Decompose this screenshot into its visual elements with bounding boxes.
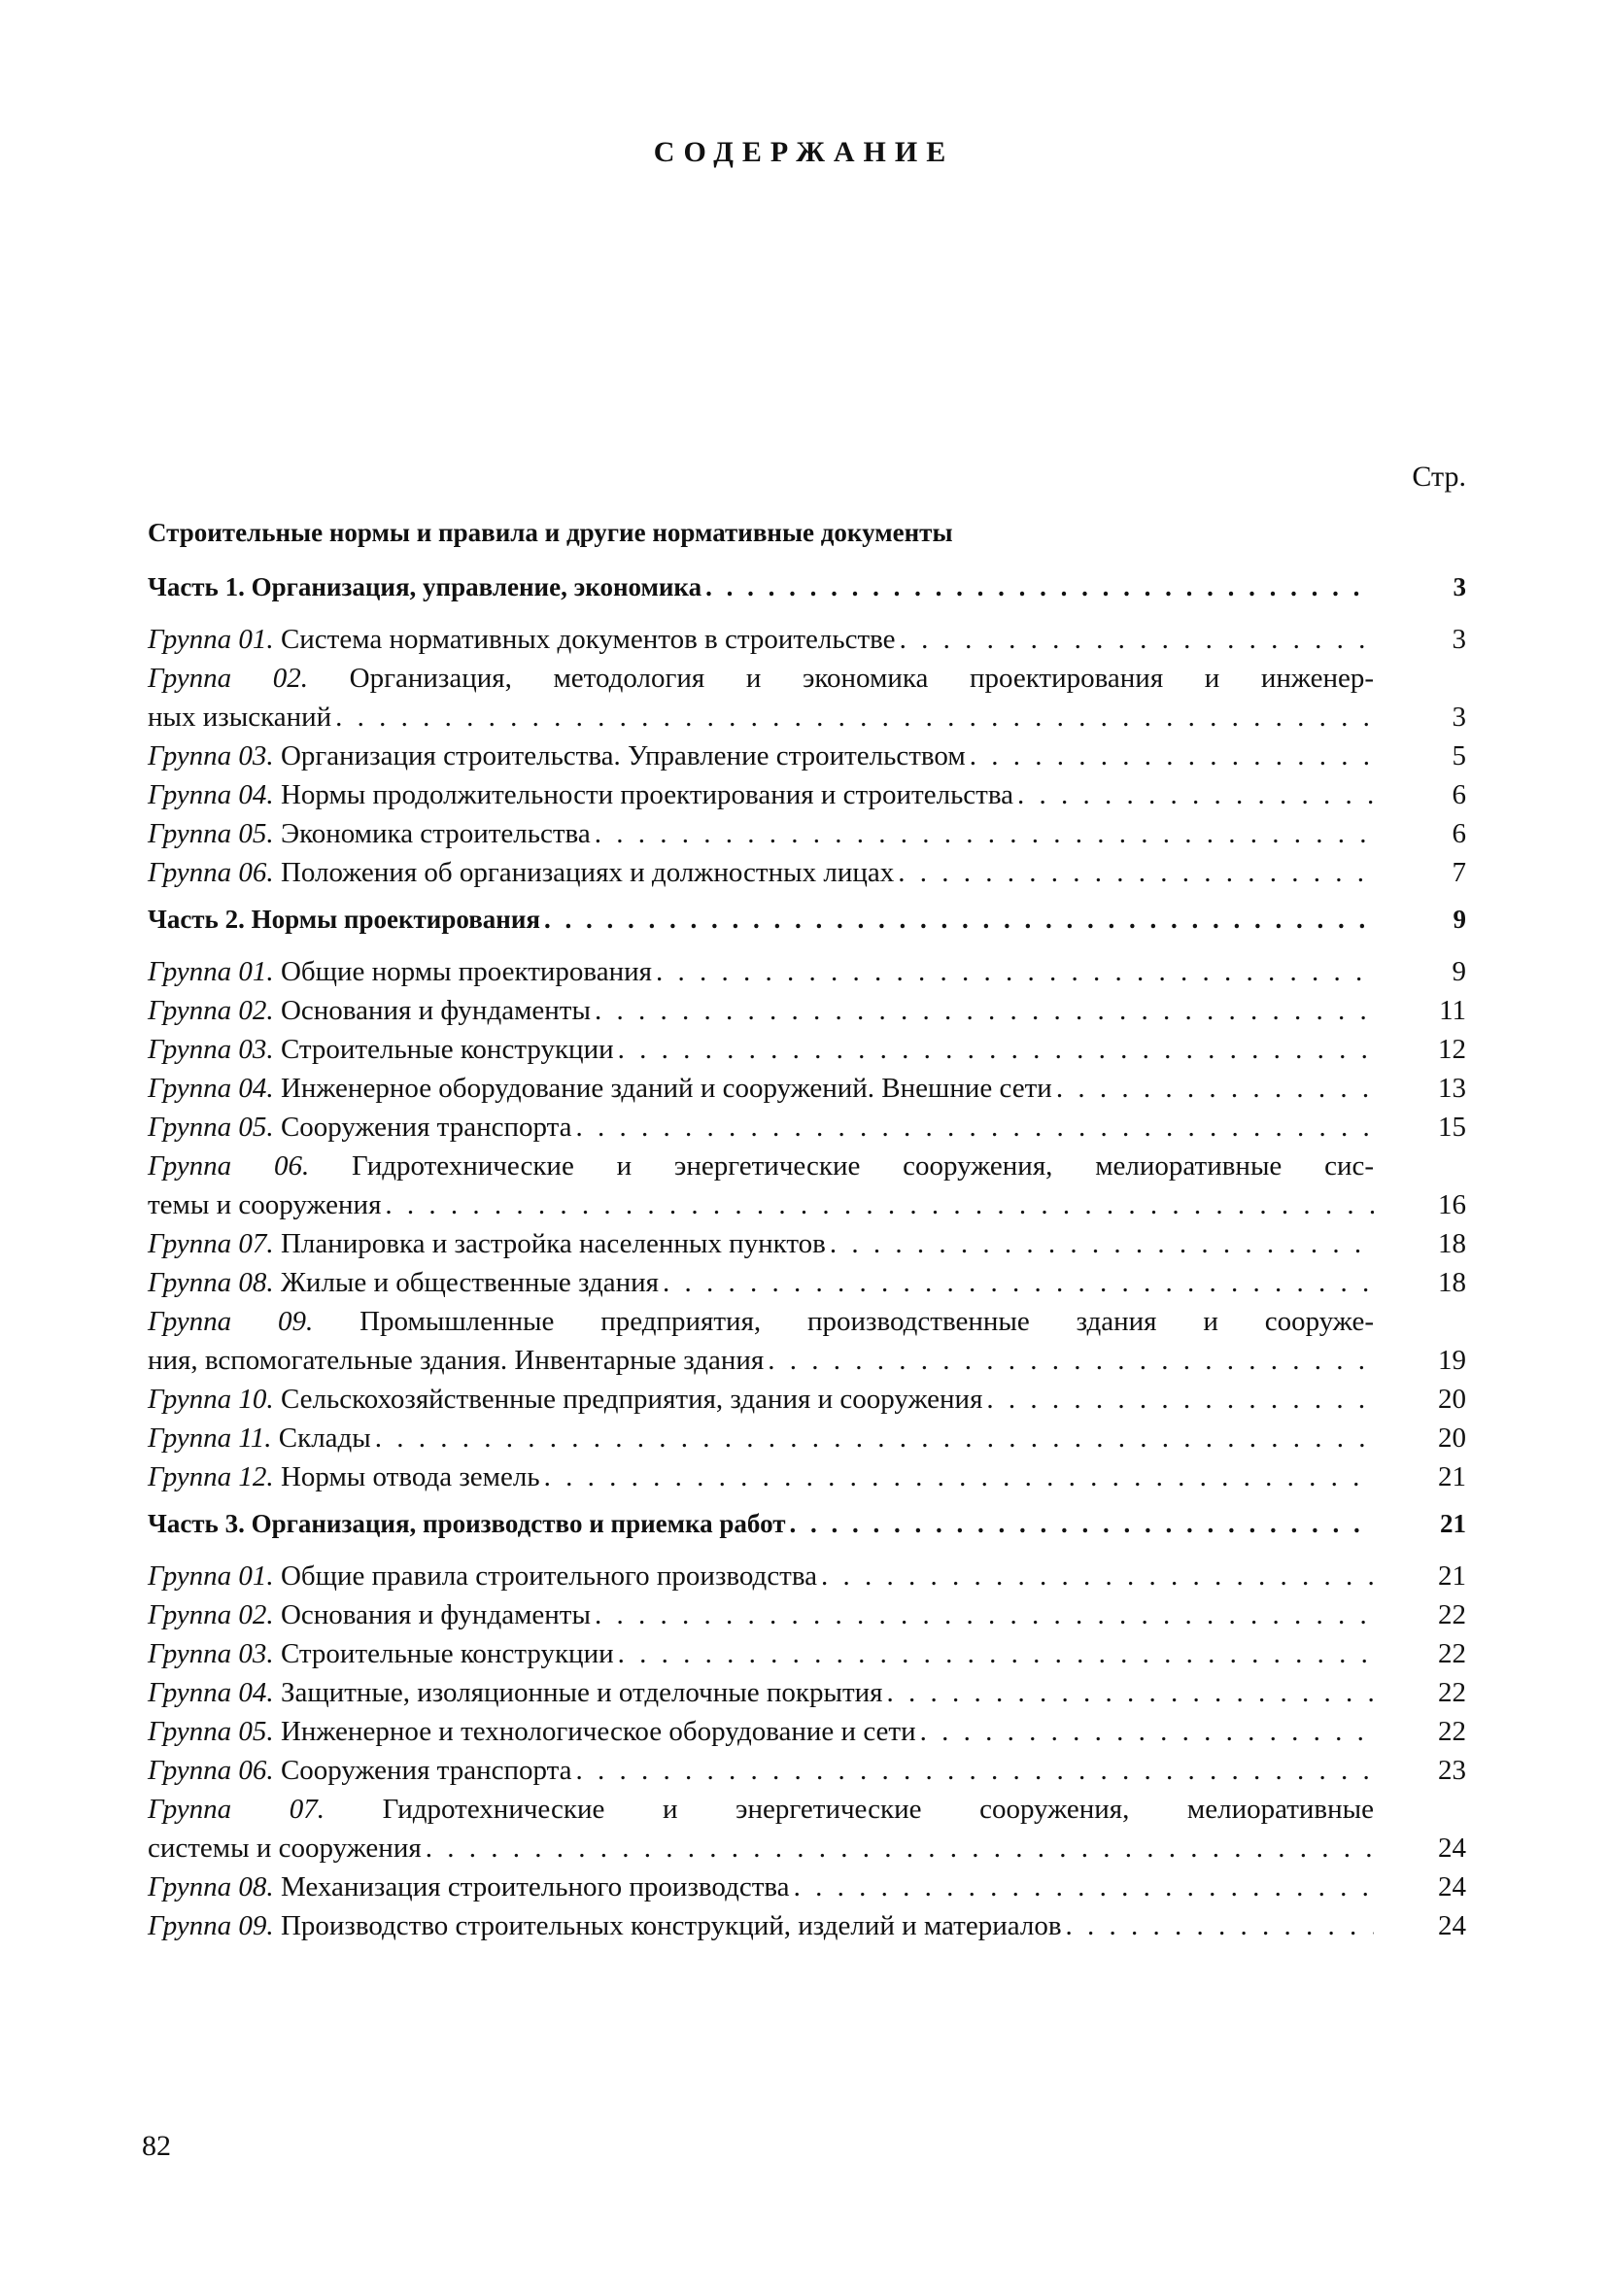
group-title: Гидротехнические и энергетические сооружения, мелиоративные — [382, 1794, 1375, 1825]
group-label: Группа 01. — [148, 956, 274, 987]
group-text — [148, 620, 896, 659]
page-ref: 19 — [1438, 1345, 1466, 1376]
toc-group-entry — [148, 1069, 1466, 1108]
page-ref: 21 — [1438, 1461, 1466, 1492]
toc-group-entry — [148, 1751, 1466, 1790]
group-label: Группа 07. — [148, 1794, 325, 1825]
table-of-contents — [148, 513, 1466, 1945]
group-text — [148, 1030, 614, 1069]
group-text — [148, 1224, 826, 1263]
dot-leader — [385, 1185, 1374, 1224]
page-ref: 16 — [1438, 1189, 1466, 1220]
group-text — [148, 1673, 883, 1712]
page-ref: 5 — [1452, 740, 1466, 771]
group-text — [148, 1751, 572, 1790]
dot-leader — [544, 900, 1374, 939]
group-text — [148, 1419, 371, 1457]
group-label: Группа 05. — [148, 1112, 274, 1143]
group-title: Экономика строительства — [280, 818, 591, 849]
dot-leader — [335, 698, 1374, 737]
toc-group-entry — [148, 1302, 1466, 1341]
group-label: Группа 01. — [148, 1560, 274, 1592]
part-title: Часть 2. Нормы проектирования — [148, 905, 540, 934]
section-heading: Строительные нормы и правила и другие нормативные документы — [148, 518, 953, 547]
page-ref: 24 — [1438, 1910, 1466, 1941]
page-ref: 20 — [1438, 1384, 1466, 1415]
group-title: Инженерное и технологическое оборудование и сети — [280, 1716, 916, 1747]
group-label: Группа 10. — [148, 1384, 274, 1415]
dot-leader — [986, 1380, 1374, 1419]
group-text — [148, 853, 894, 892]
group-text — [148, 1557, 817, 1595]
page-column-label: Стр. — [1412, 461, 1466, 493]
page-ref: 13 — [1438, 1073, 1466, 1104]
page-ref: 12 — [1438, 1034, 1466, 1065]
dot-leader — [595, 991, 1374, 1030]
group-label: Группа 11. — [148, 1422, 272, 1454]
group-title: Склады — [278, 1422, 371, 1454]
group-title: Основания и фундаменты — [280, 1599, 591, 1630]
page-ref: 11 — [1439, 995, 1466, 1026]
dot-leader — [656, 952, 1374, 991]
toc-group-entry — [148, 1868, 1466, 1906]
toc-group-entry — [148, 853, 1466, 892]
page-title: СОДЕРЖАНИЕ — [653, 136, 955, 168]
page-ref: 21 — [1438, 1560, 1466, 1592]
group-label: Группа 04. — [148, 779, 274, 810]
group-label: Группа 09. — [148, 1910, 274, 1941]
group-label: Группа 08. — [148, 1871, 274, 1902]
page-ref: 3 — [1453, 572, 1466, 601]
group-title: Сельскохозяйственные предприятия, здания и сооружения — [280, 1384, 983, 1415]
group-title: Механизация строительного производства — [280, 1871, 790, 1902]
toc-group-entry — [148, 952, 1466, 991]
group-title-cont: ния, вспомогательные здания. Инвентарные здания — [148, 1345, 765, 1376]
group-text — [148, 1906, 1062, 1945]
group-text — [148, 737, 966, 775]
dot-leader — [426, 1829, 1374, 1868]
group-label: Группа 08. — [148, 1267, 274, 1298]
group-title: Нормы отвода земель — [280, 1461, 540, 1492]
group-title-cont: темы и сооружения — [148, 1189, 382, 1220]
group-title: Строительные конструкции — [280, 1638, 614, 1669]
group-title: Гидротехнические и энергетические сооружения, мелиоративные сис- — [352, 1150, 1375, 1182]
page-ref: 22 — [1438, 1677, 1466, 1708]
dot-leader — [595, 814, 1374, 853]
toc-group-entry — [148, 1263, 1466, 1302]
page-ref: 9 — [1452, 956, 1466, 987]
group-title: Организация, методология и экономика проектирования и инженер- — [349, 663, 1374, 694]
group-title: Сооружения транспорта — [280, 1112, 572, 1143]
page-ref: 7 — [1452, 857, 1466, 888]
group-label: Группа 06. — [148, 1150, 310, 1182]
page-number: 82 — [142, 2130, 171, 2162]
toc-group-entry-cont — [148, 698, 1466, 737]
dot-leader — [544, 1457, 1374, 1496]
page-ref: 24 — [1438, 1871, 1466, 1902]
part-title: Часть 3. Организация, производство и приемка работ — [148, 1509, 786, 1538]
toc-part-entry — [148, 567, 1466, 606]
group-label: Группа 06. — [148, 1755, 274, 1786]
dot-leader — [618, 1634, 1374, 1673]
dot-leader — [1017, 775, 1374, 814]
toc-group-entry — [148, 1790, 1466, 1829]
toc-group-entry — [148, 1147, 1466, 1185]
toc-group-entry-cont — [148, 1185, 1466, 1224]
dot-leader — [1066, 1906, 1374, 1945]
toc-group-entry — [148, 1634, 1466, 1673]
group-label: Группа 01. — [148, 624, 274, 655]
page-ref: 18 — [1438, 1267, 1466, 1298]
toc-group-entry — [148, 1380, 1466, 1419]
dot-leader — [830, 1224, 1374, 1263]
group-title: Система нормативных документов в строительстве — [280, 624, 896, 655]
group-label: Группа 04. — [148, 1073, 274, 1104]
group-text — [148, 952, 652, 991]
dot-leader — [920, 1712, 1374, 1751]
page-ref: 3 — [1452, 624, 1466, 655]
dot-leader — [789, 1504, 1374, 1543]
page-ref: 15 — [1438, 1112, 1466, 1143]
toc-part-entry — [148, 900, 1466, 939]
group-label: Группа 12. — [148, 1461, 274, 1492]
dot-leader — [794, 1868, 1374, 1906]
toc-group-entry — [148, 1224, 1466, 1263]
toc-part-entry — [148, 1504, 1466, 1543]
page-ref: 21 — [1440, 1509, 1466, 1538]
group-label: Группа 06. — [148, 857, 274, 888]
group-text — [148, 1380, 982, 1419]
toc-group-entry — [148, 1457, 1466, 1496]
group-text — [148, 775, 1013, 814]
toc-group-entry — [148, 1906, 1466, 1945]
group-title: Инженерное оборудование зданий и сооружений. Внешние сети — [280, 1073, 1052, 1104]
group-label: Группа 07. — [148, 1228, 274, 1259]
group-title: Строительные конструкции — [280, 1034, 614, 1065]
page-ref: 9 — [1453, 905, 1466, 934]
group-label: Группа 03. — [148, 740, 274, 771]
group-text — [148, 991, 591, 1030]
group-title: Организация строительства. Управление строительством — [280, 740, 966, 771]
group-text — [148, 1069, 1052, 1108]
toc-group-entry — [148, 775, 1466, 814]
dot-leader — [375, 1419, 1374, 1457]
dot-leader — [768, 1341, 1374, 1380]
toc-group-entry — [148, 737, 1466, 775]
group-label: Группа 05. — [148, 1716, 274, 1747]
group-text — [148, 1634, 614, 1673]
group-title: Промышленные предприятия, производственные здания и сооруже- — [359, 1306, 1374, 1337]
group-label: Группа 02. — [148, 995, 274, 1026]
dot-leader — [970, 737, 1374, 775]
group-text — [148, 1595, 591, 1634]
toc-group-entry — [148, 1030, 1466, 1069]
toc-group-entry-cont — [148, 1829, 1466, 1868]
toc-group-entry — [148, 1419, 1466, 1457]
group-title: Общие правила строительного производства — [280, 1560, 818, 1592]
dot-leader — [705, 567, 1374, 606]
page-ref: 20 — [1438, 1422, 1466, 1454]
group-title: Жилые и общественные здания — [280, 1267, 659, 1298]
dot-leader — [618, 1030, 1374, 1069]
dot-leader — [898, 853, 1374, 892]
page-ref: 18 — [1438, 1228, 1466, 1259]
toc-group-entry — [148, 659, 1466, 698]
group-title-cont: системы и сооружения — [148, 1833, 422, 1864]
group-title: Нормы продолжительности проектирования и строительства — [280, 779, 1014, 810]
group-title: Защитные, изоляционные и отделочные покрытия — [280, 1677, 883, 1708]
dot-leader — [887, 1673, 1374, 1712]
group-title: Планировка и застройка населенных пунктов — [280, 1228, 826, 1259]
group-text — [148, 1868, 790, 1906]
group-label: Группа 02. — [148, 1599, 274, 1630]
page-ref: 22 — [1438, 1638, 1466, 1669]
dot-leader — [1056, 1069, 1374, 1108]
toc-group-entry — [148, 1595, 1466, 1634]
group-text — [148, 1712, 916, 1751]
part-title: Часть 1. Организация, управление, экономика — [148, 572, 702, 601]
group-text — [148, 1108, 572, 1147]
group-label: Группа 02. — [148, 663, 309, 694]
toc-group-entry — [148, 991, 1466, 1030]
toc-group-entry-cont — [148, 1341, 1466, 1380]
toc-group-entry — [148, 620, 1466, 659]
page-ref: 23 — [1438, 1755, 1466, 1786]
page-ref: 22 — [1438, 1599, 1466, 1630]
group-title: Производство строительных конструкций, изделий и материалов — [280, 1910, 1062, 1941]
group-title: Положения об организациях и должностных лицах — [280, 857, 895, 888]
page-ref: 3 — [1452, 702, 1466, 733]
group-title-cont: ных изысканий — [148, 702, 332, 733]
group-text — [148, 1457, 540, 1496]
dot-leader — [576, 1751, 1375, 1790]
page-ref: 22 — [1438, 1716, 1466, 1747]
group-title: Сооружения транспорта — [280, 1755, 572, 1786]
page-ref: 6 — [1452, 779, 1466, 810]
group-title: Общие нормы проектирования — [280, 956, 652, 987]
page-ref: 24 — [1438, 1833, 1466, 1864]
dot-leader — [900, 620, 1374, 659]
group-text — [148, 1263, 659, 1302]
group-label: Группа 03. — [148, 1034, 274, 1065]
group-label: Группа 03. — [148, 1638, 274, 1669]
group-label: Группа 04. — [148, 1677, 274, 1708]
toc-group-entry — [148, 814, 1466, 853]
toc-group-entry — [148, 1673, 1466, 1712]
dot-leader — [663, 1263, 1374, 1302]
toc-group-entry — [148, 1557, 1466, 1595]
group-title: Основания и фундаменты — [280, 995, 591, 1026]
dot-leader — [595, 1595, 1374, 1634]
dot-leader — [576, 1108, 1375, 1147]
group-text — [148, 814, 591, 853]
toc-group-entry — [148, 1712, 1466, 1751]
group-label: Группа 05. — [148, 818, 274, 849]
group-label: Группа 09. — [148, 1306, 314, 1337]
dot-leader — [821, 1557, 1374, 1595]
toc-group-entry — [148, 1108, 1466, 1147]
page-ref: 6 — [1452, 818, 1466, 849]
